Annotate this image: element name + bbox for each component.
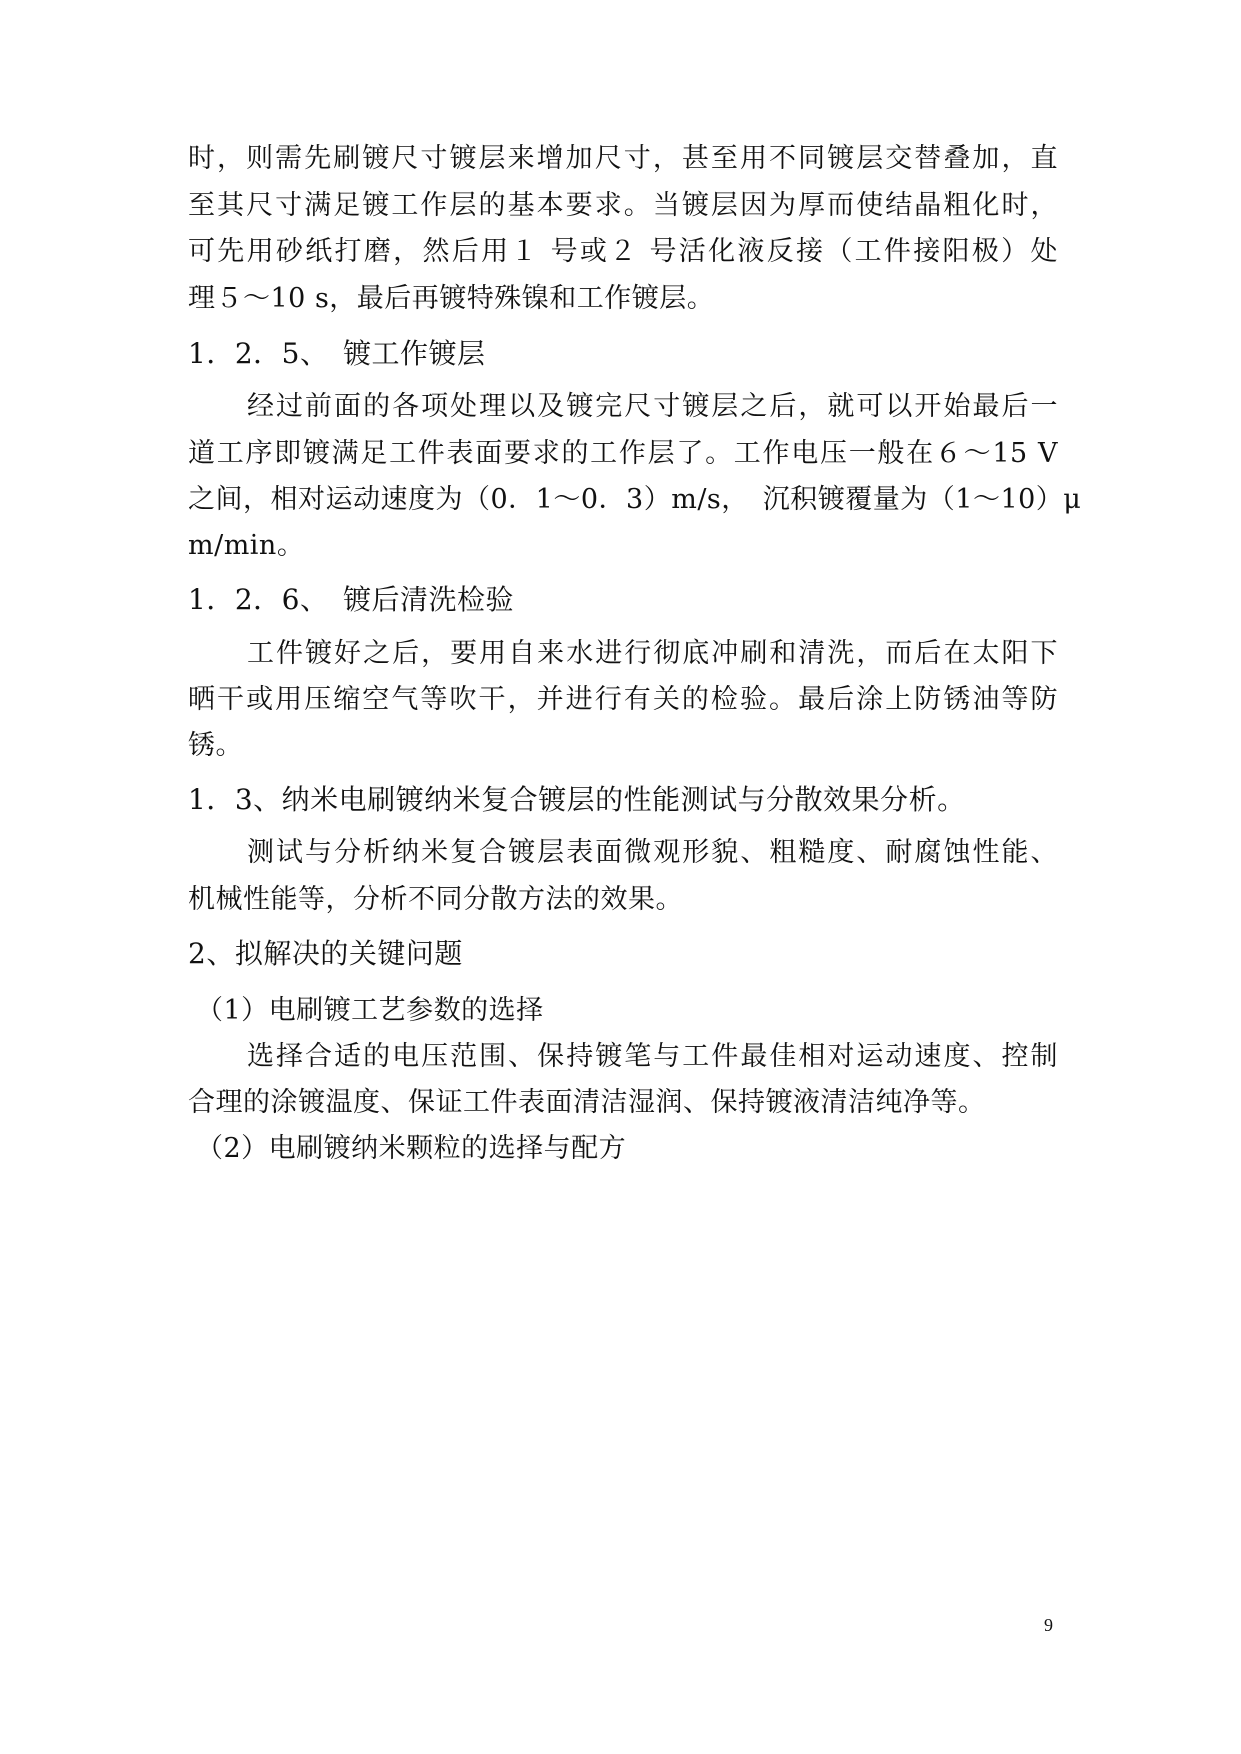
list-item-title: （2）电刷镀纳米颗粒的选择与配方 — [196, 1133, 627, 1164]
paragraph-line: 时，则需先刷镀尺寸镀层来增加尺寸，甚至用不同镀层交替叠加，直 — [188, 143, 1058, 174]
section-heading-1-3: 1．3、纳米电刷镀纳米复合镀层的性能测试与分散效果分析。 — [188, 783, 966, 816]
paragraph-line: 至其尺寸满足镀工作层的基本要求。当镀层因为厚而使结晶粗化时， — [188, 190, 1058, 221]
paragraph-line: 经过前面的各项处理以及镀完尺寸镀层之后，就可以开始最后一 — [247, 391, 1058, 422]
list-item-title: （1）电刷镀工艺参数的选择 — [196, 995, 544, 1026]
paragraph-line: 测试与分析纳米复合镀层表面微观形貌、粗糙度、耐腐蚀性能、 — [247, 837, 1058, 868]
paragraph-line: 选择合适的电压范围、保持镀笔与工件最佳相对运动速度、控制 — [247, 1041, 1058, 1072]
section-heading-1-2-5: 1．2．5、 镀工作镀层 — [188, 337, 486, 370]
paragraph-line: 晒干或用压缩空气等吹干，并进行有关的检验。最后涂上防锈油等防 — [188, 684, 1058, 715]
paragraph-line: 机械性能等，分析不同分散方法的效果。 — [188, 884, 683, 915]
section-heading-2: 2、拟解决的关键问题 — [188, 937, 463, 970]
paragraph-line: 锈。 — [188, 730, 243, 761]
paragraph-line: 工件镀好之后，要用自来水进行彻底冲刷和清洗，而后在太阳下 — [247, 638, 1058, 669]
paragraph-line: 理５～10 s，最后再镀特殊镍和工作镀层。 — [188, 283, 715, 314]
paragraph-line: 可先用砂纸打磨，然后用１ 号或２ 号活化液反接（工件接阳极）处 — [188, 236, 1058, 267]
paragraph-line: m/min。 — [188, 530, 305, 561]
paragraph-line: 之间，相对运动速度为（0．1～0．3）m/s， 沉积镀覆量为（1～10）μ — [188, 484, 1082, 515]
paragraph-line: 合理的涂镀温度、保证工件表面清洁湿润、保持镀液清洁纯净等。 — [188, 1087, 986, 1118]
paragraph-line: 道工序即镀满足工件表面要求的工作层了。工作电压一般在６～15 V — [188, 438, 1058, 469]
page-number: 9 — [1044, 1615, 1053, 1635]
section-heading-1-2-6: 1．2．6、 镀后清洗检验 — [188, 583, 514, 616]
